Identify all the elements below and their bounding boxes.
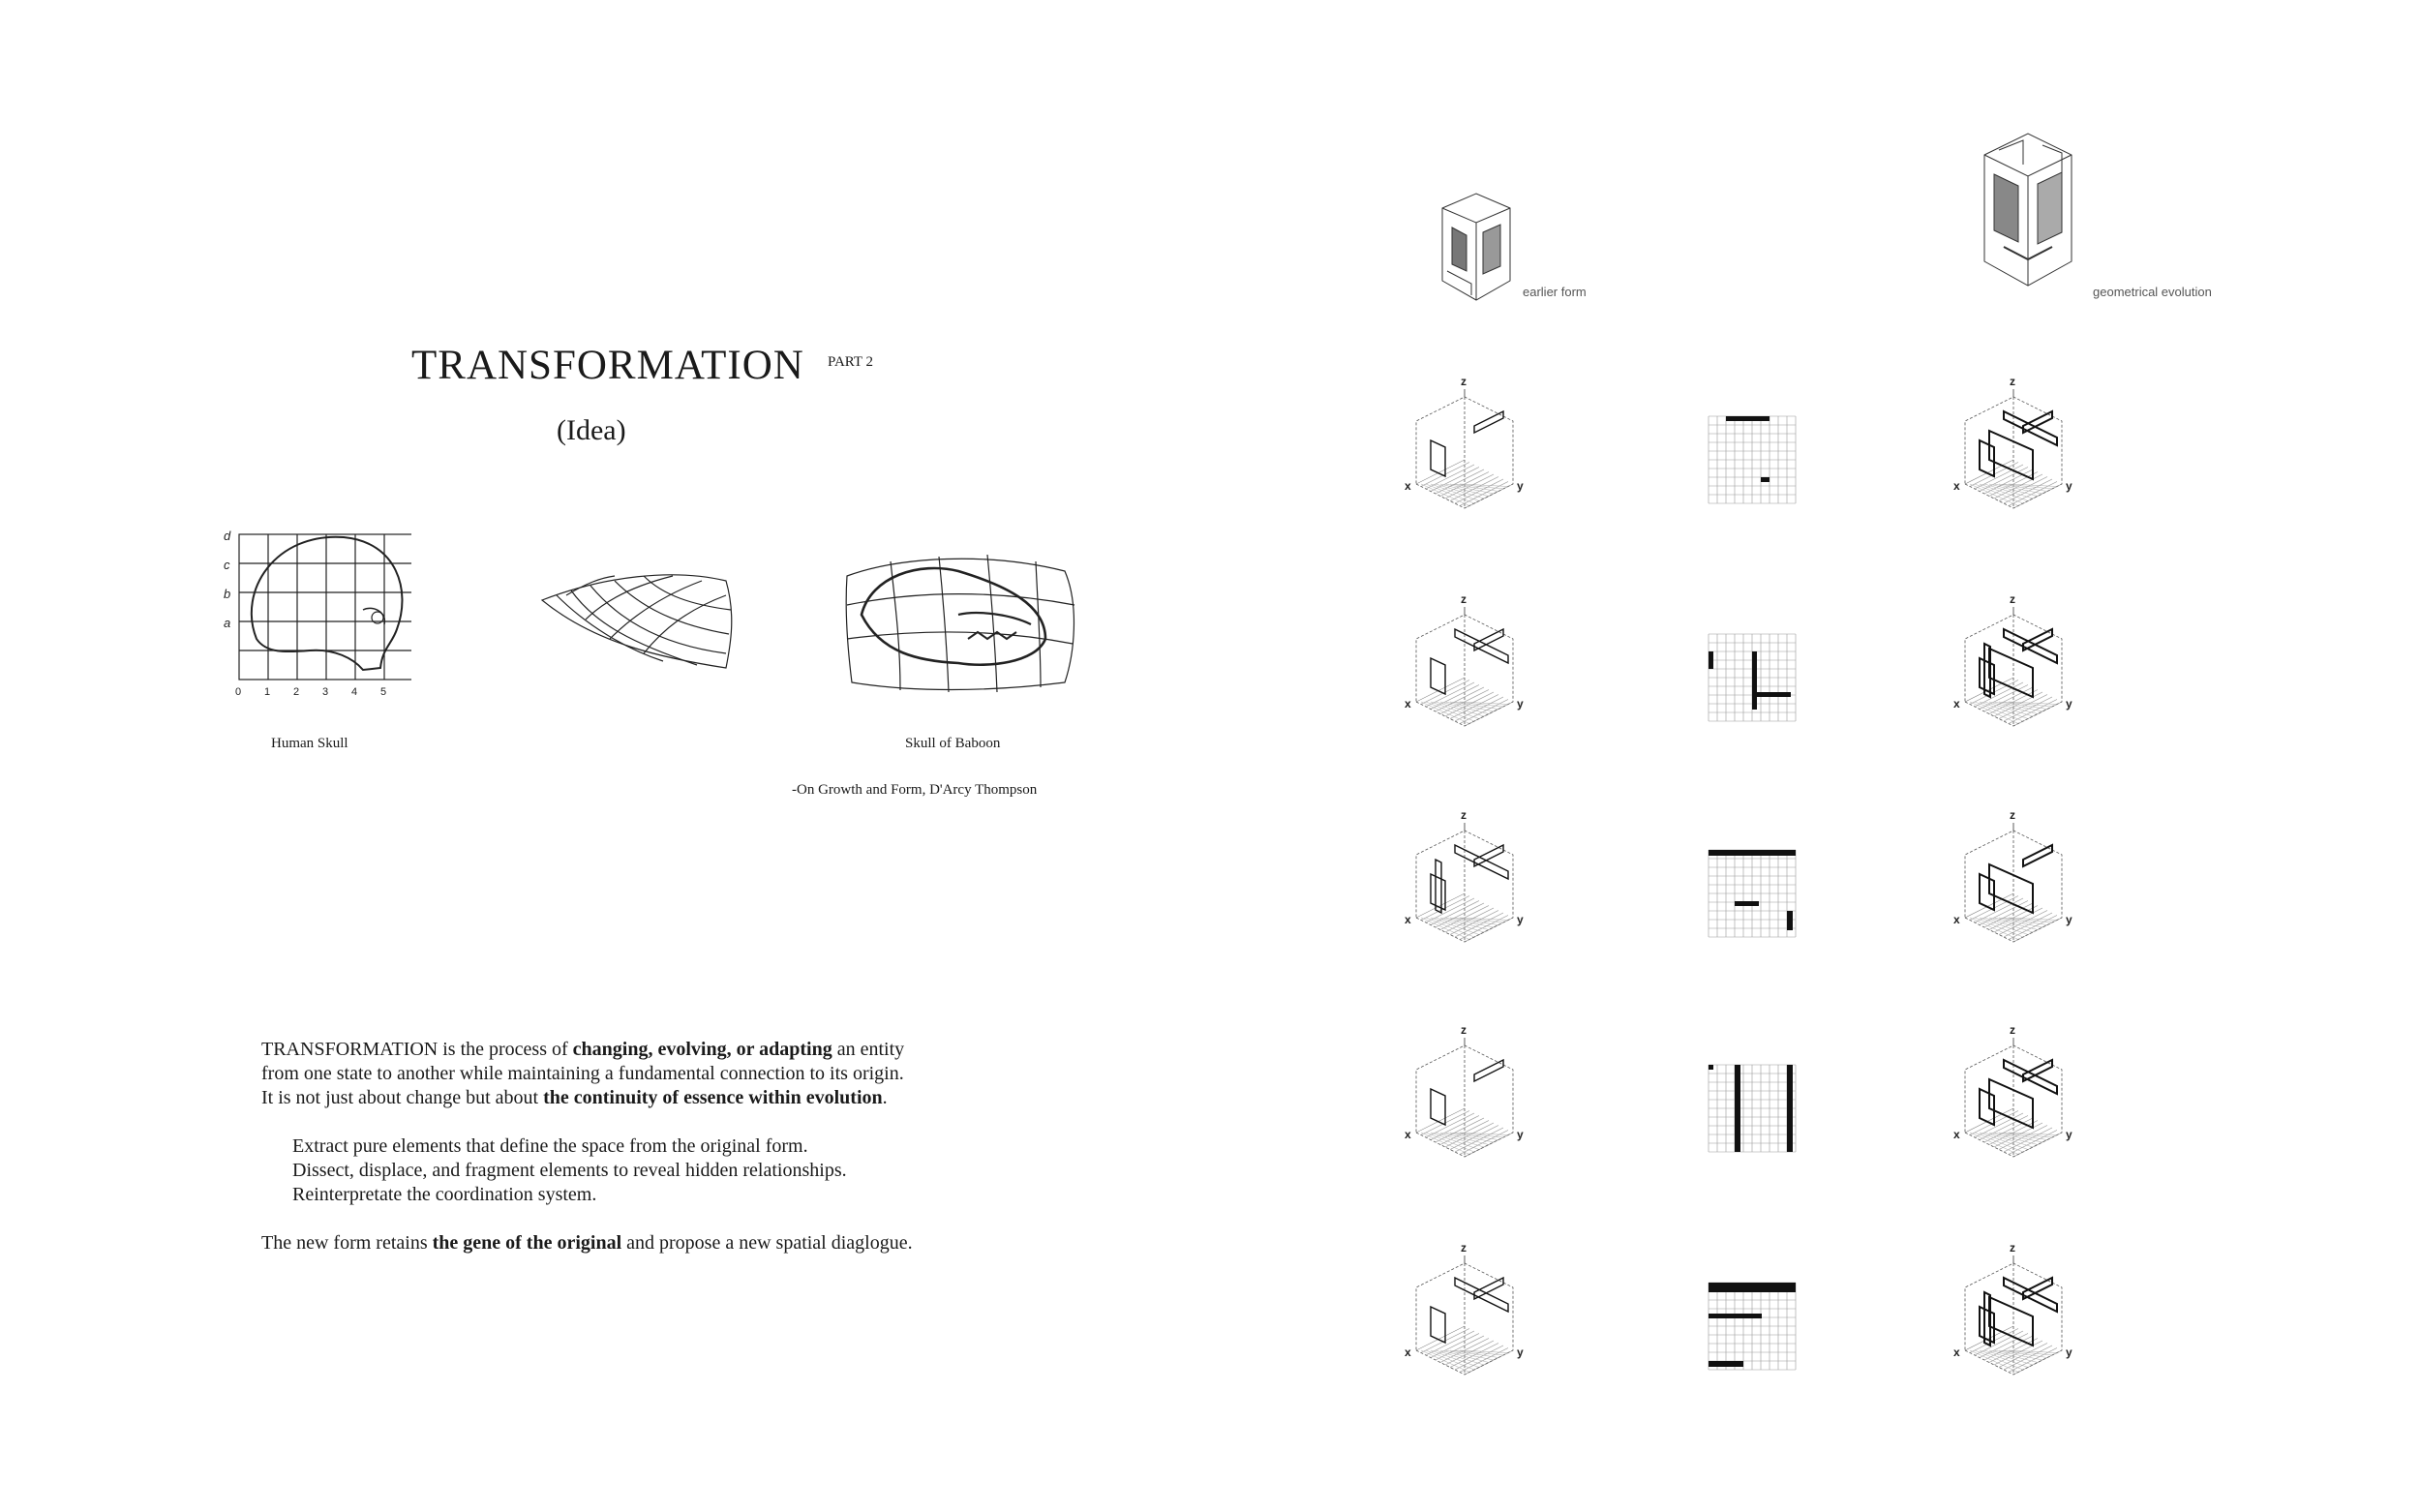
geometrical-evolution-label: geometrical evolution (2093, 285, 2212, 299)
axis-x-label: x (1953, 913, 1960, 926)
axis-x-label: x (1953, 1346, 1960, 1359)
transformed-grid-figure (528, 547, 741, 682)
axis-z-label: z (2010, 808, 2015, 822)
plan-grid-diagram (1704, 411, 1800, 508)
citation: -On Growth and Form, D'Arcy Thompson (792, 782, 1038, 798)
axis-x-label: x (1405, 697, 1411, 711)
tick-c: c (224, 558, 230, 572)
geometrical-evolution-drawing (1965, 126, 2091, 300)
axis-y-label: y (2066, 913, 2072, 926)
earlier-form-drawing (1423, 189, 1520, 310)
body-text (261, 1038, 1036, 1255)
axonometric-diagram (1392, 801, 1547, 971)
axis-z-label: z (2010, 592, 2015, 606)
plan-grid-diagram (1704, 629, 1800, 726)
plan-grid-diagram (1704, 1060, 1800, 1157)
axis-x-label: x (1405, 1128, 1411, 1141)
tick-b: b (224, 587, 231, 601)
tick-3: 3 (322, 686, 329, 698)
axis-x-label: x (1405, 1346, 1411, 1359)
axis-x-label: x (1953, 1128, 1960, 1141)
axonometric-diagram (1392, 368, 1547, 537)
axis-z-label: z (2010, 1023, 2015, 1037)
axis-z-label: z (1461, 592, 1467, 606)
list-item: Dissect, displace, and fragment elements to reveal hidden relationships. (292, 1160, 847, 1181)
part-label: PART 2 (828, 354, 874, 370)
tick-a: a (224, 616, 231, 630)
page-subtitle: (Idea) (557, 414, 626, 446)
axis-y-label: y (1517, 697, 1524, 711)
page-title: TRANSFORMATION (411, 343, 804, 388)
plan-grid-diagram (1704, 1278, 1800, 1375)
axis-y-label: y (2066, 1346, 2072, 1359)
axis-y-label: y (2066, 697, 2072, 711)
axis-y-label: y (1517, 1346, 1524, 1359)
axis-y-label: y (1517, 913, 1524, 926)
axis-z-label: z (1461, 1241, 1467, 1255)
human-skull-caption: Human Skull (271, 736, 348, 751)
axis-x-label: x (1405, 913, 1411, 926)
paragraph-1-line-2: from one state to another while maintaining a fundamental connection to its origin. (261, 1063, 904, 1084)
paragraph-3: The new form retains the gene of the original and propose a new spatial diaglogue. (261, 1232, 913, 1254)
earlier-form-label: earlier form (1523, 285, 1587, 299)
paragraph-1-line-3: It is not just about change but about the continuity of essence within evolution. (261, 1087, 888, 1108)
tick-1: 1 (264, 686, 271, 698)
axis-z-label: z (2010, 375, 2015, 388)
tick-5: 5 (380, 686, 387, 698)
axis-x-label: x (1953, 697, 1960, 711)
list-item: Extract pure elements that define the space from the original form. (292, 1135, 808, 1157)
axis-x-label: x (1405, 479, 1411, 493)
axis-z-label: z (1461, 1023, 1467, 1037)
evolved-axonometric-diagram (1941, 801, 2105, 971)
paragraph-1-line-1: TRANSFORMATION is the process of changing, evolving, or adapting an entity (261, 1039, 905, 1060)
axis-y-label: y (2066, 479, 2072, 493)
axis-y-label: y (2066, 1128, 2072, 1141)
axonometric-diagram (1392, 1016, 1547, 1186)
evolved-axonometric-diagram (1941, 1016, 2105, 1186)
tick-2: 2 (293, 686, 300, 698)
tick-d: d (224, 529, 231, 543)
axis-y-label: y (1517, 479, 1524, 493)
baboon-skull-figure (842, 547, 1084, 697)
tick-4: 4 (351, 686, 358, 698)
tick-0: 0 (235, 686, 242, 698)
evolved-axonometric-diagram (1941, 1234, 2105, 1404)
evolved-axonometric-diagram (1941, 368, 2105, 537)
axonometric-diagram (1392, 586, 1547, 755)
axis-x-label: x (1953, 479, 1960, 493)
baboon-skull-caption: Skull of Baboon (905, 736, 1001, 751)
axonometric-diagram (1392, 1234, 1547, 1404)
axis-y-label: y (1517, 1128, 1524, 1141)
human-skull-figure (218, 523, 411, 707)
axis-z-label: z (2010, 1241, 2015, 1255)
plan-grid-diagram (1704, 845, 1800, 942)
evolved-axonometric-diagram (1941, 586, 2105, 755)
axis-z-label: z (1461, 808, 1467, 822)
axis-z-label: z (1461, 375, 1467, 388)
list-item: Reinterpretate the coordination system. (292, 1184, 597, 1205)
